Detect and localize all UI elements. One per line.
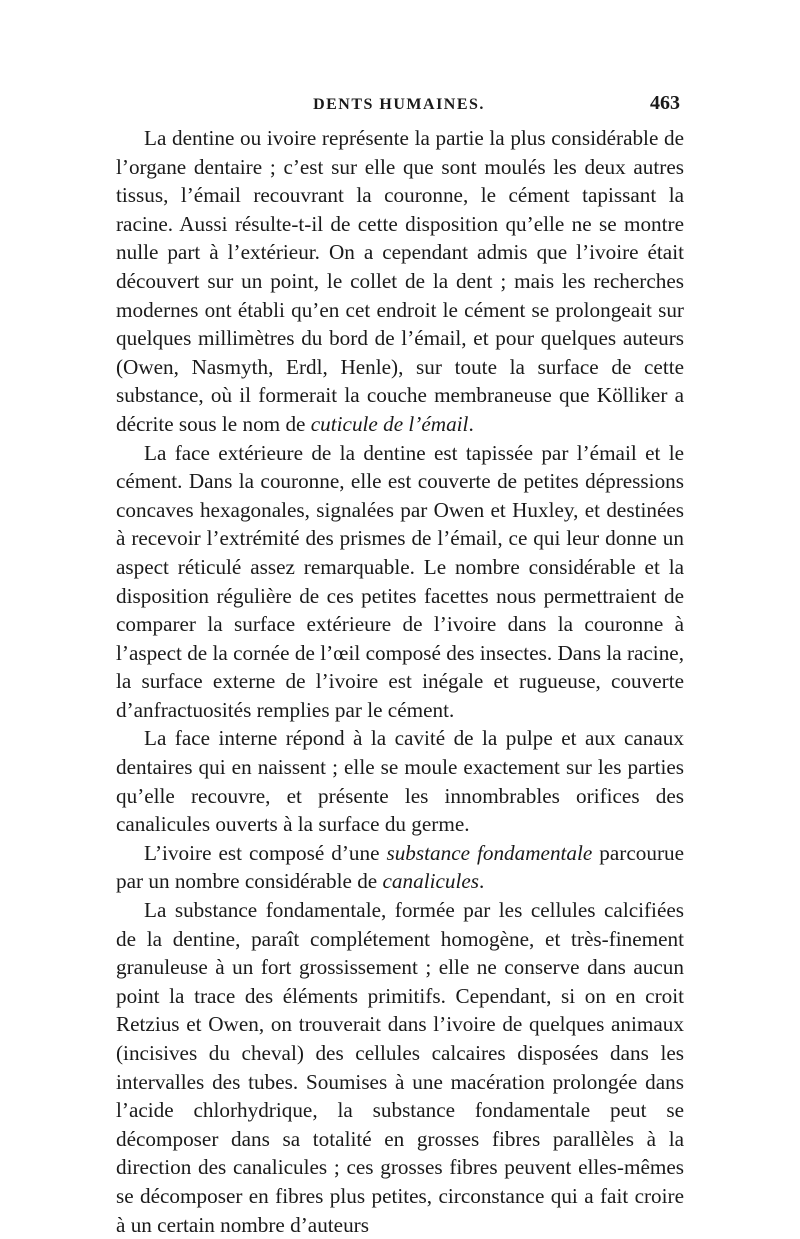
text-segment: La face extérieure de la dentine est tapissée par l’émail et le cément. Dans la couronne, elle est couverte de petites dépressions concaves hexagonales, signalées par Owen et Huxley, et destinées à recevoir l’extrémité des prismes de l’émail, ce qui leur donne un aspect réticulé assez remarquable. Le nombre considérable et la disposition régulière de ces petites facettes nous permettraient de comparer la surface extérieure de l’ivoire dans la couronne à l’aspect de la cornée de l’œil composé des insectes. Dans la racine, la surface externe de l’ivoire est inégale et rugueuse, couverte d’anfractuosités remplies par le cément. bbox=[116, 440, 684, 722]
running-head bbox=[118, 90, 680, 122]
italic-term: cuticule de l’émail bbox=[310, 411, 469, 436]
text-segment: L’ivoire est composé d’une bbox=[144, 840, 387, 865]
text-segment: parcourue par un nombre considérable de bbox=[116, 840, 684, 894]
text-segment: La substance fondamentale, formée par les cellules calcifiées de la dentine, paraît complétement homogène, et très-finement granuleuse à un fort grossissement ; elle ne conserve dans aucun point la trace des éléments primitifs. Cependant, si on en croit Retzius et Owen, on trouverait dans l’ivoire de quelques animaux (incisives du cheval) des cellules calcaires disposées dans les intervalles des tubes. Soumises à une macération prolongée dans l’acide chlorhydrique, la substance fondamentale peut se décomposer dans sa totalité en grosses fibres parallèles à la direction des canalicules ; ces grosses fibres peuvent elles-mêmes se décomposer en fibres plus petites, circonstance qui a fait croire à un certain nombre d’auteurs bbox=[116, 898, 684, 1237]
body-text bbox=[116, 124, 684, 1239]
text-segment: La dentine ou ivoire représente la partie la plus considérable de l’organe dentaire ; c’est sur elle que sont moulés les deux autres tissus, l’émail recouvrant la couronne, le cément tapissant la racine. Aussi résulte-t-il de cette disposition qu’elle ne se montre nulle part à l’extérieur. On a cependant admis que l’ivoire était découvert sur un point, le collet de la dent ; mais les recherches modernes ont établi qu’en cet endroit le cément se prolongeait sur quelques millimètres du bord de l’émail, et pour quelques auteurs (Owen, Nasmyth, Erdl, Henle), sur toute la surface de cette substance, où il formerait la couche membraneuse que Kölliker a décrite sous le nom de bbox=[116, 126, 684, 436]
paragraph bbox=[116, 439, 684, 725]
italic-term: substance fondamentale bbox=[386, 840, 593, 865]
paragraph bbox=[116, 724, 684, 838]
text-segment: . bbox=[479, 869, 485, 894]
text-segment: La face interne répond à la cavité de la pulpe et aux canaux dentaires qui en naissent ; elle se moule exactement sur les parties qu’elle recouvre, et présente les innombrables orifices des canalicules ouverts à la surface du germe. bbox=[116, 726, 684, 837]
running-title: DENTS HUMAINES. bbox=[313, 96, 485, 113]
paragraph bbox=[116, 124, 684, 439]
paragraph bbox=[116, 896, 684, 1239]
page-number: 463 bbox=[650, 92, 680, 114]
italic-term: canalicules bbox=[382, 869, 480, 894]
text-segment: . bbox=[468, 411, 474, 436]
paragraph bbox=[116, 839, 684, 896]
